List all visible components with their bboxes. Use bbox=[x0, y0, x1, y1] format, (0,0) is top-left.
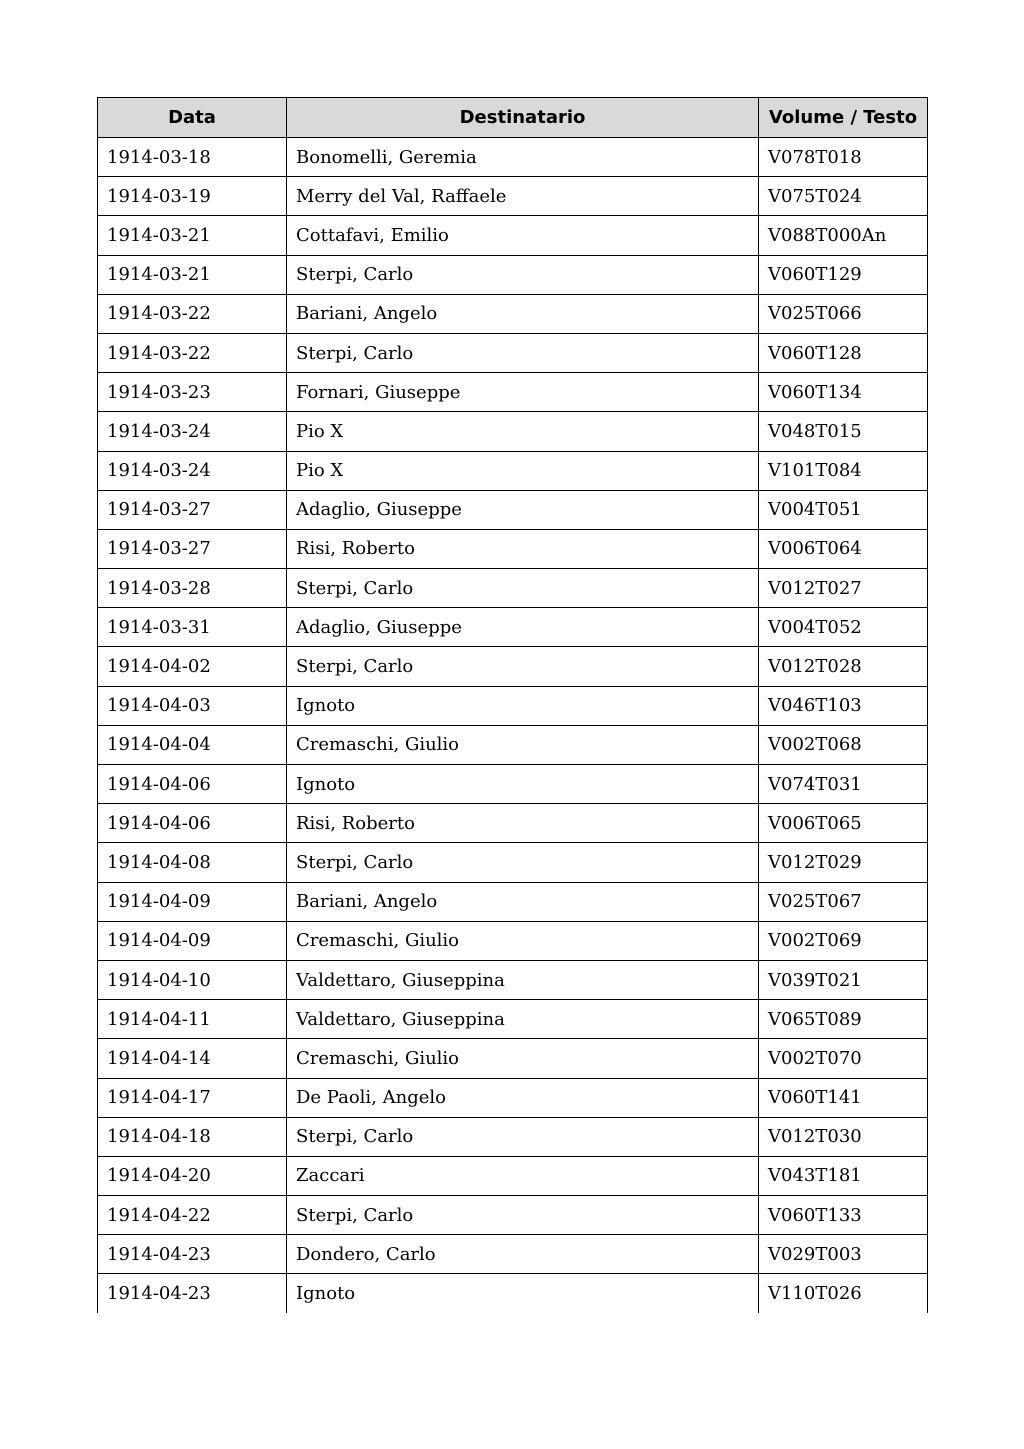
table-row bbox=[98, 373, 928, 412]
cell-data: 1914-04-02 bbox=[98, 647, 287, 686]
cell-destinatario: Bariani, Angelo bbox=[287, 294, 759, 333]
table-header-row bbox=[98, 98, 928, 138]
cell-data: 1914-04-14 bbox=[98, 1039, 287, 1078]
table-row bbox=[98, 686, 928, 725]
cell-volume: V046T103 bbox=[759, 686, 928, 725]
cell-volume: V075T024 bbox=[759, 177, 928, 216]
cell-destinatario: Cremaschi, Giulio bbox=[287, 1039, 759, 1078]
cell-destinatario: Ignoto bbox=[287, 686, 759, 725]
table-row bbox=[98, 843, 928, 882]
table-row bbox=[98, 921, 928, 960]
cell-data: 1914-04-20 bbox=[98, 1156, 287, 1195]
cell-destinatario: Bariani, Angelo bbox=[287, 882, 759, 921]
table-row bbox=[98, 1039, 928, 1078]
cell-volume: V060T134 bbox=[759, 373, 928, 412]
cell-volume: V060T133 bbox=[759, 1196, 928, 1235]
table-row bbox=[98, 1000, 928, 1039]
cell-volume: V074T031 bbox=[759, 765, 928, 804]
cell-destinatario: Fornari, Giuseppe bbox=[287, 373, 759, 412]
table-row bbox=[98, 1156, 928, 1195]
table-row bbox=[98, 216, 928, 255]
table-row bbox=[98, 412, 928, 451]
cell-data: 1914-04-10 bbox=[98, 960, 287, 999]
cell-volume: V012T028 bbox=[759, 647, 928, 686]
cell-destinatario: Ignoto bbox=[287, 765, 759, 804]
cell-data: 1914-04-11 bbox=[98, 1000, 287, 1039]
cell-destinatario: Ignoto bbox=[287, 1274, 759, 1313]
letters-table bbox=[97, 97, 928, 1313]
table-row bbox=[98, 177, 928, 216]
cell-destinatario: Valdettaro, Giuseppina bbox=[287, 1000, 759, 1039]
cell-data: 1914-03-21 bbox=[98, 216, 287, 255]
cell-destinatario: Pio X bbox=[287, 412, 759, 451]
cell-data: 1914-03-21 bbox=[98, 255, 287, 294]
column-header-destinatario: Destinatario bbox=[287, 98, 759, 138]
table-row bbox=[98, 765, 928, 804]
cell-volume: V110T026 bbox=[759, 1274, 928, 1313]
cell-volume: V004T051 bbox=[759, 490, 928, 529]
cell-data: 1914-04-09 bbox=[98, 921, 287, 960]
cell-destinatario: Risi, Roberto bbox=[287, 804, 759, 843]
cell-data: 1914-04-22 bbox=[98, 1196, 287, 1235]
table-row bbox=[98, 451, 928, 490]
cell-volume: V002T068 bbox=[759, 725, 928, 764]
cell-volume: V043T181 bbox=[759, 1156, 928, 1195]
table-row bbox=[98, 647, 928, 686]
cell-destinatario: Sterpi, Carlo bbox=[287, 333, 759, 372]
cell-data: 1914-04-06 bbox=[98, 765, 287, 804]
cell-volume: V060T129 bbox=[759, 255, 928, 294]
cell-destinatario: Merry del Val, Raffaele bbox=[287, 177, 759, 216]
cell-destinatario: De Paoli, Angelo bbox=[287, 1078, 759, 1117]
table-row bbox=[98, 1078, 928, 1117]
cell-destinatario: Cremaschi, Giulio bbox=[287, 725, 759, 764]
cell-volume: V048T015 bbox=[759, 412, 928, 451]
cell-destinatario: Sterpi, Carlo bbox=[287, 569, 759, 608]
cell-volume: V012T029 bbox=[759, 843, 928, 882]
cell-data: 1914-04-03 bbox=[98, 686, 287, 725]
cell-volume: V060T141 bbox=[759, 1078, 928, 1117]
cell-data: 1914-03-22 bbox=[98, 294, 287, 333]
table-row bbox=[98, 1274, 928, 1313]
cell-data: 1914-03-24 bbox=[98, 412, 287, 451]
cell-destinatario: Bonomelli, Geremia bbox=[287, 138, 759, 177]
table-row bbox=[98, 138, 928, 177]
cell-destinatario: Sterpi, Carlo bbox=[287, 1196, 759, 1235]
column-header-volume: Volume / Testo bbox=[759, 98, 928, 138]
cell-data: 1914-04-18 bbox=[98, 1117, 287, 1156]
cell-destinatario: Adaglio, Giuseppe bbox=[287, 490, 759, 529]
cell-data: 1914-03-28 bbox=[98, 569, 287, 608]
cell-volume: V012T030 bbox=[759, 1117, 928, 1156]
table-body bbox=[98, 138, 928, 1313]
cell-volume: V002T069 bbox=[759, 921, 928, 960]
table-row bbox=[98, 1117, 928, 1156]
cell-volume: V101T084 bbox=[759, 451, 928, 490]
cell-volume: V088T000An bbox=[759, 216, 928, 255]
cell-destinatario: Sterpi, Carlo bbox=[287, 1117, 759, 1156]
cell-volume: V002T070 bbox=[759, 1039, 928, 1078]
cell-volume: V025T067 bbox=[759, 882, 928, 921]
cell-destinatario: Zaccari bbox=[287, 1156, 759, 1195]
column-header-data: Data bbox=[98, 98, 287, 138]
cell-data: 1914-04-23 bbox=[98, 1235, 287, 1274]
cell-data: 1914-04-09 bbox=[98, 882, 287, 921]
cell-volume: V039T021 bbox=[759, 960, 928, 999]
cell-volume: V065T089 bbox=[759, 1000, 928, 1039]
cell-destinatario: Dondero, Carlo bbox=[287, 1235, 759, 1274]
cell-data: 1914-03-19 bbox=[98, 177, 287, 216]
cell-volume: V006T065 bbox=[759, 804, 928, 843]
table-row bbox=[98, 255, 928, 294]
cell-volume: V012T027 bbox=[759, 569, 928, 608]
cell-data: 1914-03-24 bbox=[98, 451, 287, 490]
cell-destinatario: Sterpi, Carlo bbox=[287, 843, 759, 882]
cell-destinatario: Sterpi, Carlo bbox=[287, 255, 759, 294]
table-row bbox=[98, 960, 928, 999]
table-row bbox=[98, 725, 928, 764]
table-row bbox=[98, 1196, 928, 1235]
cell-data: 1914-03-22 bbox=[98, 333, 287, 372]
cell-destinatario: Risi, Roberto bbox=[287, 529, 759, 568]
cell-volume: V060T128 bbox=[759, 333, 928, 372]
cell-data: 1914-03-27 bbox=[98, 490, 287, 529]
cell-data: 1914-04-06 bbox=[98, 804, 287, 843]
cell-data: 1914-03-27 bbox=[98, 529, 287, 568]
cell-destinatario: Pio X bbox=[287, 451, 759, 490]
cell-volume: V006T064 bbox=[759, 529, 928, 568]
cell-data: 1914-03-18 bbox=[98, 138, 287, 177]
cell-destinatario: Sterpi, Carlo bbox=[287, 647, 759, 686]
table-row bbox=[98, 490, 928, 529]
cell-volume: V029T003 bbox=[759, 1235, 928, 1274]
table-row bbox=[98, 333, 928, 372]
cell-data: 1914-04-08 bbox=[98, 843, 287, 882]
table-row bbox=[98, 569, 928, 608]
cell-destinatario: Cremaschi, Giulio bbox=[287, 921, 759, 960]
table-row bbox=[98, 294, 928, 333]
table-row bbox=[98, 804, 928, 843]
cell-data: 1914-03-31 bbox=[98, 608, 287, 647]
cell-volume: V004T052 bbox=[759, 608, 928, 647]
document-page bbox=[97, 97, 927, 1313]
cell-data: 1914-04-23 bbox=[98, 1274, 287, 1313]
cell-data: 1914-04-04 bbox=[98, 725, 287, 764]
table-row bbox=[98, 529, 928, 568]
cell-data: 1914-04-17 bbox=[98, 1078, 287, 1117]
cell-data: 1914-03-23 bbox=[98, 373, 287, 412]
cell-volume: V025T066 bbox=[759, 294, 928, 333]
cell-volume: V078T018 bbox=[759, 138, 928, 177]
cell-destinatario: Valdettaro, Giuseppina bbox=[287, 960, 759, 999]
table-row bbox=[98, 882, 928, 921]
table-row bbox=[98, 608, 928, 647]
cell-destinatario: Cottafavi, Emilio bbox=[287, 216, 759, 255]
table-row bbox=[98, 1235, 928, 1274]
cell-destinatario: Adaglio, Giuseppe bbox=[287, 608, 759, 647]
